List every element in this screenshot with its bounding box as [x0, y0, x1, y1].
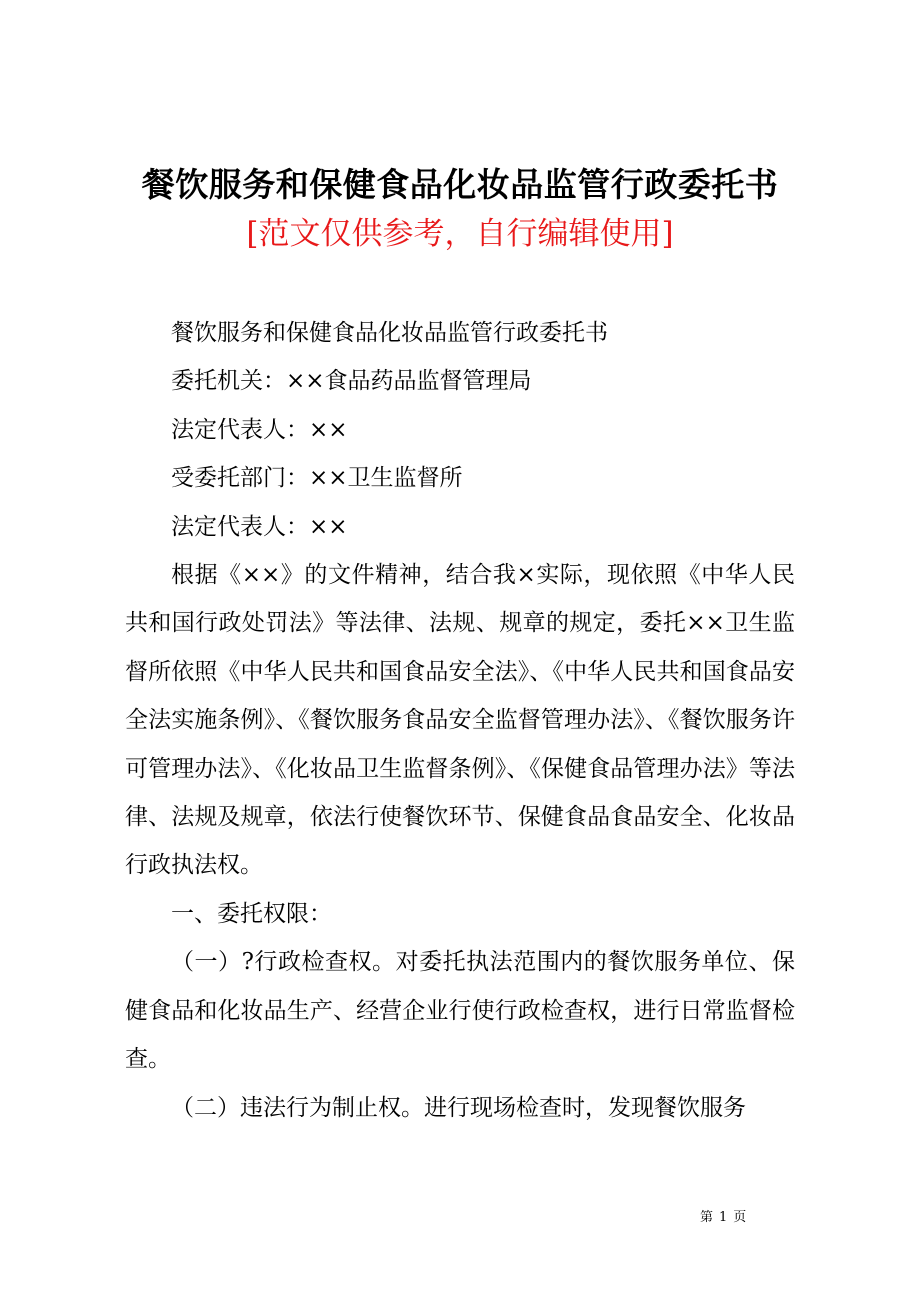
page-number-suffix: 页 [733, 1210, 747, 1225]
document-subtitle: [范文仅供参考，自行编辑使用] [246, 216, 674, 252]
body-paragraph: 受委托部门：××卫生监督所 [171, 465, 463, 492]
page-number-footer [700, 1209, 830, 1227]
body-paragraph: 法定代表人：×× [171, 416, 348, 443]
body-paragraph: 法定代表人：×× [171, 513, 348, 540]
body-paragraph: （二）违法行为制止权。进行现场检查时，发现餐饮服务 [171, 1094, 746, 1121]
page-number: 1 [719, 1210, 728, 1225]
body-paragraph: 一、委托权限： [171, 900, 332, 927]
document-body [125, 309, 795, 1132]
body-paragraph: 餐饮服务和保健食品化妆品监管行政委托书 [171, 320, 608, 346]
body-paragraph: 根据《××》的文件精神，结合我×实际，现依照《中华人民共和国行政处罚法》等法律、法规、规章的规定，委托××卫生监督所依照《中华人民共和国食品安全法》、《中华人民共和国食品安全法实施条例》、《餐饮服务食品安全监督管理办法》、《餐饮服务许可管理办法》、《化妆品卫生监督条例》、《保健食品管理办法》等法律、法规及规章，依法行使餐饮环节、保健食品食品安全、化妆品行政执法权。 [125, 562, 795, 879]
page-number-prefix: 第 [700, 1210, 714, 1225]
body-paragraph: 委托机关：××食品药品监督管理局 [171, 368, 532, 395]
document-title: 餐饮服务和保健食品化妆品监管行政委托书 [141, 165, 779, 204]
body-paragraph: （一）?行政检查权。对委托执法范围内的餐饮服务单位、保健食品和化妆品生产、经营企业行使行政检查权，进行日常监督检查。 [125, 949, 795, 1073]
